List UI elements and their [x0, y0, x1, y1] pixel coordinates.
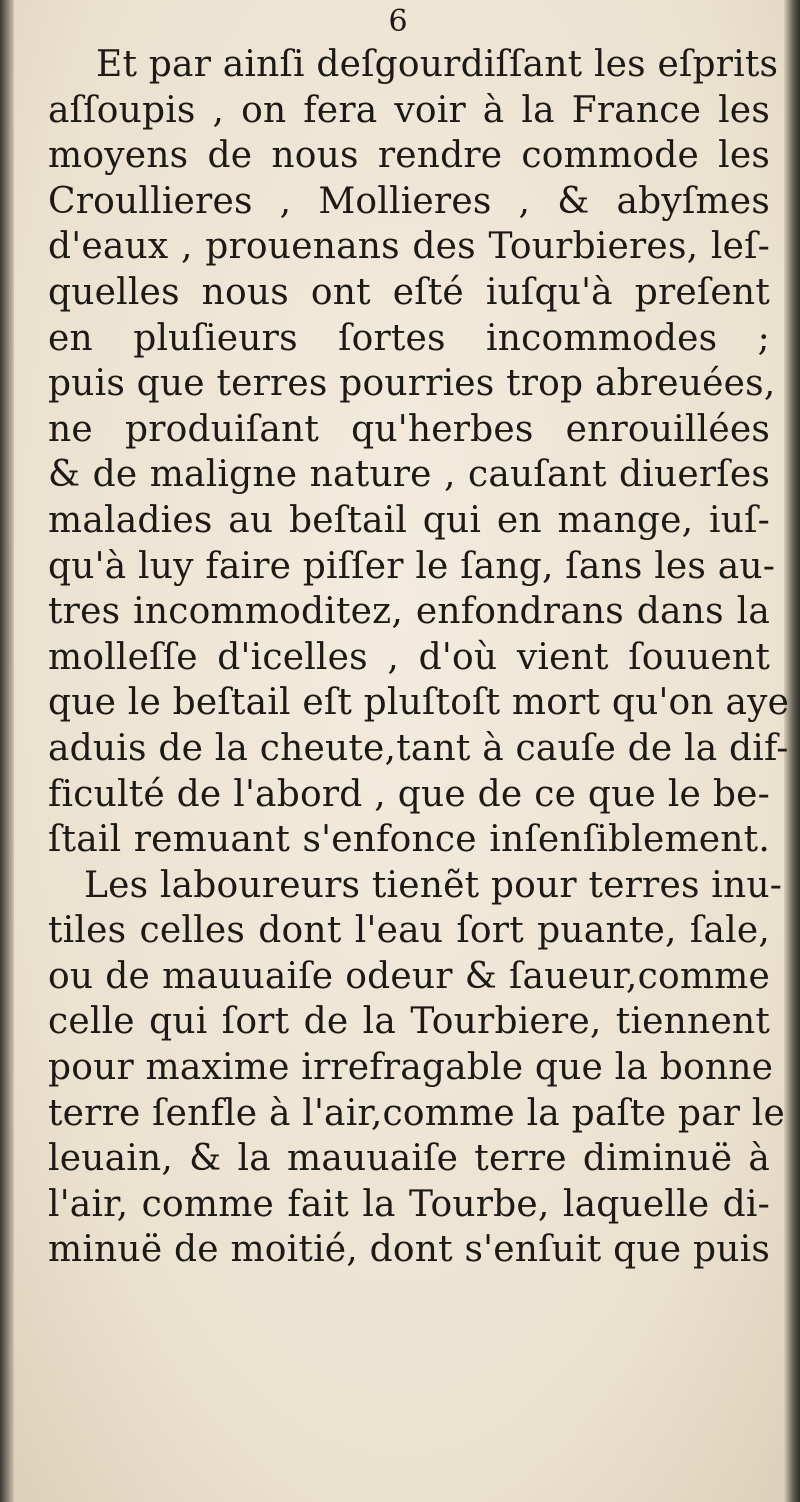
text-line: tiles celles dont l'eau ſort puante, ſale,	[48, 910, 770, 952]
text-line: maladies au beſtail qui en mange, iuſ-	[48, 499, 770, 541]
text-line: pour maxime irrefragable que la bonne	[48, 1047, 774, 1089]
text-line: aduis de la cheute,tant à cauſe de la dif-	[48, 727, 789, 769]
text-line: que le beſtail eſt pluſtoſt mort qu'on aye	[48, 682, 790, 724]
text-line: qu'à luy faire piſſer le ſang, ſans les au-	[48, 545, 776, 587]
text-line: ou de mauuaiſe odeur & ſaueur,comme	[48, 955, 770, 997]
text-line: en pluſieurs ſortes incommodes ;	[48, 317, 770, 359]
text-line: puis que terres pourries trop abreuées,	[48, 363, 776, 405]
body-text	[30, 42, 790, 1273]
text-line: Les laboureurs tienẽt pour terres inu-	[84, 864, 783, 906]
text-line: Croullieres , Mollieres , & abyſmes	[48, 180, 770, 222]
page-number: 6	[388, 4, 408, 39]
text-line: Et par ainſi deſgourdiſſant les eſprits	[96, 44, 779, 85]
text-line: d'eaux , prouenans des Tourbieres, leſ-	[48, 226, 770, 268]
text-line: ſtail remuant s'enfonce inſenſiblement.	[48, 819, 770, 861]
text-line: quelles nous ont eſté iuſqu'à preſent	[48, 271, 770, 313]
text-line: celle qui ſort de la Tourbiere, tiennent	[48, 1001, 770, 1043]
text-line: ficulté de l'abord , que de ce que le be-	[48, 773, 770, 815]
text-line: l'air, comme fait la Tourbe, laquelle di-	[48, 1183, 770, 1225]
text-line: leuain, & la mauuaiſe terre diminuë à	[48, 1138, 770, 1180]
text-line: & de maligne nature , cauſant diuerſes	[48, 454, 770, 496]
text-line: molleſſe d'icelles , d'où vient ſouuent	[48, 636, 770, 678]
text-line: tres incommoditez, enfondrans dans la	[48, 591, 770, 633]
text-line: aſſoupis , on fera voir à la France les	[48, 89, 770, 131]
page-gutter-shadow	[0, 0, 14, 1502]
text-line: ne produiſant qu'herbes enrouillées	[48, 408, 770, 450]
text-line: moyens de nous rendre commode les	[48, 135, 770, 177]
text-line: minuë de moitié, dont s'enſuit que puis	[48, 1229, 770, 1271]
text-line: terre ſenfle à l'air,comme la paſte par le	[48, 1092, 786, 1134]
